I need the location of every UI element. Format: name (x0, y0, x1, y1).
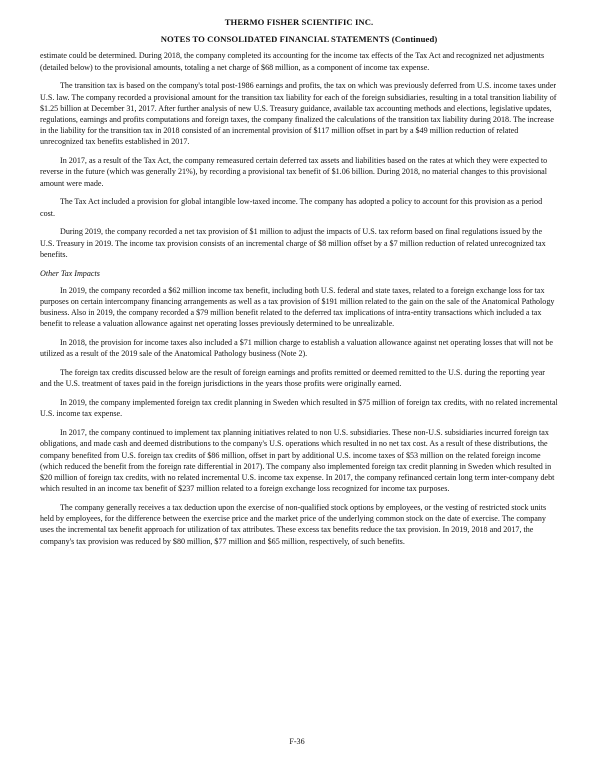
paragraph-10: In 2017, the company continued to implement tax planning initiatives related to non U.S. subsidiaries. These non-U.S. subsidiaries incurred foreign tax obligations, and made cash and deemed distributions to the company's U.S. operations which resulted in no net tax cost. As a result of these distributions, the company benefited from U.S. foreign tax credits of $86 million, offset in part by additional U.S. income taxes of $53 million on the related foreign income (which reduced the benefit from the foreign rate differential in 2017). The company also implemented foreign tax credit planning in Sweden which resulted in $20 million of foreign tax credits, with no related incremental U.S. income tax expense. In 2017, the company refinanced certain long term inter-company debt which resulted in an income tax benefit of $237 million related to a foreign exchange loss recognized for income tax purposes. (40, 428, 555, 494)
paragraph-8: The foreign tax credits discussed below are the result of foreign earnings and profits remitted or deemed remitted to the U.S. during the reporting year and the U.S. treatment of taxes paid in the foreign jurisdictions in the years those profits were originally earned. (40, 368, 545, 389)
paragraph-3: In 2017, as a result of the Tax Act, the company remeasured certain deferred tax assets and liabilities based on the rates at which they were expected to reverse in the future (which was generally 21%), by recording a provisional tax benefit of $1.06 billion. During 2018, no material changes to this provisional amount were made. (40, 156, 548, 188)
paragraph-4: The Tax Act included a provision for global intangible low-taxed income. The company has adopted a policy to account for this provision as a period cost. (40, 197, 543, 218)
paragraph-5: During 2019, the company recorded a net tax provision of $1 million to adjust the impacts of U.S. tax reform based on final regulations issued by the U.S. Treasury in 2019. The income tax provision consists of an incremental charge of $8 million offset by a $7 million reduction of related unrecognized tax benefits. (40, 227, 546, 259)
paragraph-7: In 2018, the provision for income taxes also included a $71 million charge to establish a valuation allowance against net operating losses that will not be utilized as a result of the 2019 sale of the Anatomical Pathology business (Note 2). (40, 338, 553, 359)
paragraph-11: The company generally receives a tax deduction upon the exercise of non-qualified stock options by employees, or the vesting of restricted stock units held by employees, for the difference between the exercise price and the market price of the underlying common stock on the date of exercise. The company uses the incremental tax benefit approach for utilization of tax attributes. These excess tax benefits reduce the tax provision. In 2019, 2018 and 2017, the company's tax provision was reduced by $80 million, $77 million and $65 million, respectively, of such benefits. (40, 503, 547, 546)
paragraph-2: The transition tax is based on the company's total post-1986 earnings and profits, the tax on which was previously deferred from U.S. income taxes under U.S. law. The company recorded a provisional amount for the transition tax liability for each of the foreign subsidiaries, resulting in a total transition liability of $1.25 billion at December 31, 2017. After further analysis of new U.S. Treasury guidance, available tax accounting methods and elections, legislative updates, regulations, earnings and profits computations and foreign taxes, the company finalized the calculations of the transition tax liability during 2018. The increase in the liability for the transition tax in 2018 consisted of an incremental provision of $117 million offset in part by a $49 million reduction of related unrecognized tax benefits established in 2017. (40, 81, 557, 147)
company-name: THERMO FISHER SCIENTIFIC INC. (224, 17, 374, 27)
page-number: F-36 (289, 737, 305, 746)
paragraph-6: In 2019, the company recorded a $62 million income tax benefit, including both U.S. federal and state taxes, related to a foreign exchange loss for tax purposes on certain intercompany financing arrangements as well as a tax provision of $191 million related to the gain on the sale of the Anatomical Pathology business. Also in 2019, the company recorded a $79 million benefit related to the deferred tax implications of intra-entity transactions which included a tax benefit to release a valuation allowance against net operating losses previously determined to be unrealizable. (40, 285, 555, 329)
paragraph-9: In 2019, the company implemented foreign tax credit planning in Sweden which resulted in $75 million of foreign tax credits, with no related incremental U.S. income tax expense. (40, 398, 558, 419)
section-subheading: Other Tax Impacts (40, 268, 100, 278)
notes-title: NOTES TO CONSOLIDATED FINANCIAL STATEMENTS (Continued) (160, 34, 438, 45)
document-page (40, 0, 558, 554)
paragraph-1: estimate could be determined. During 2018, the company completed its accounting for the income tax effects of the Tax Act and recognized net adjustments (detailed below) to the provisional amounts, totaling a net charge of $68 million, as a component of income tax expense. (40, 51, 545, 72)
